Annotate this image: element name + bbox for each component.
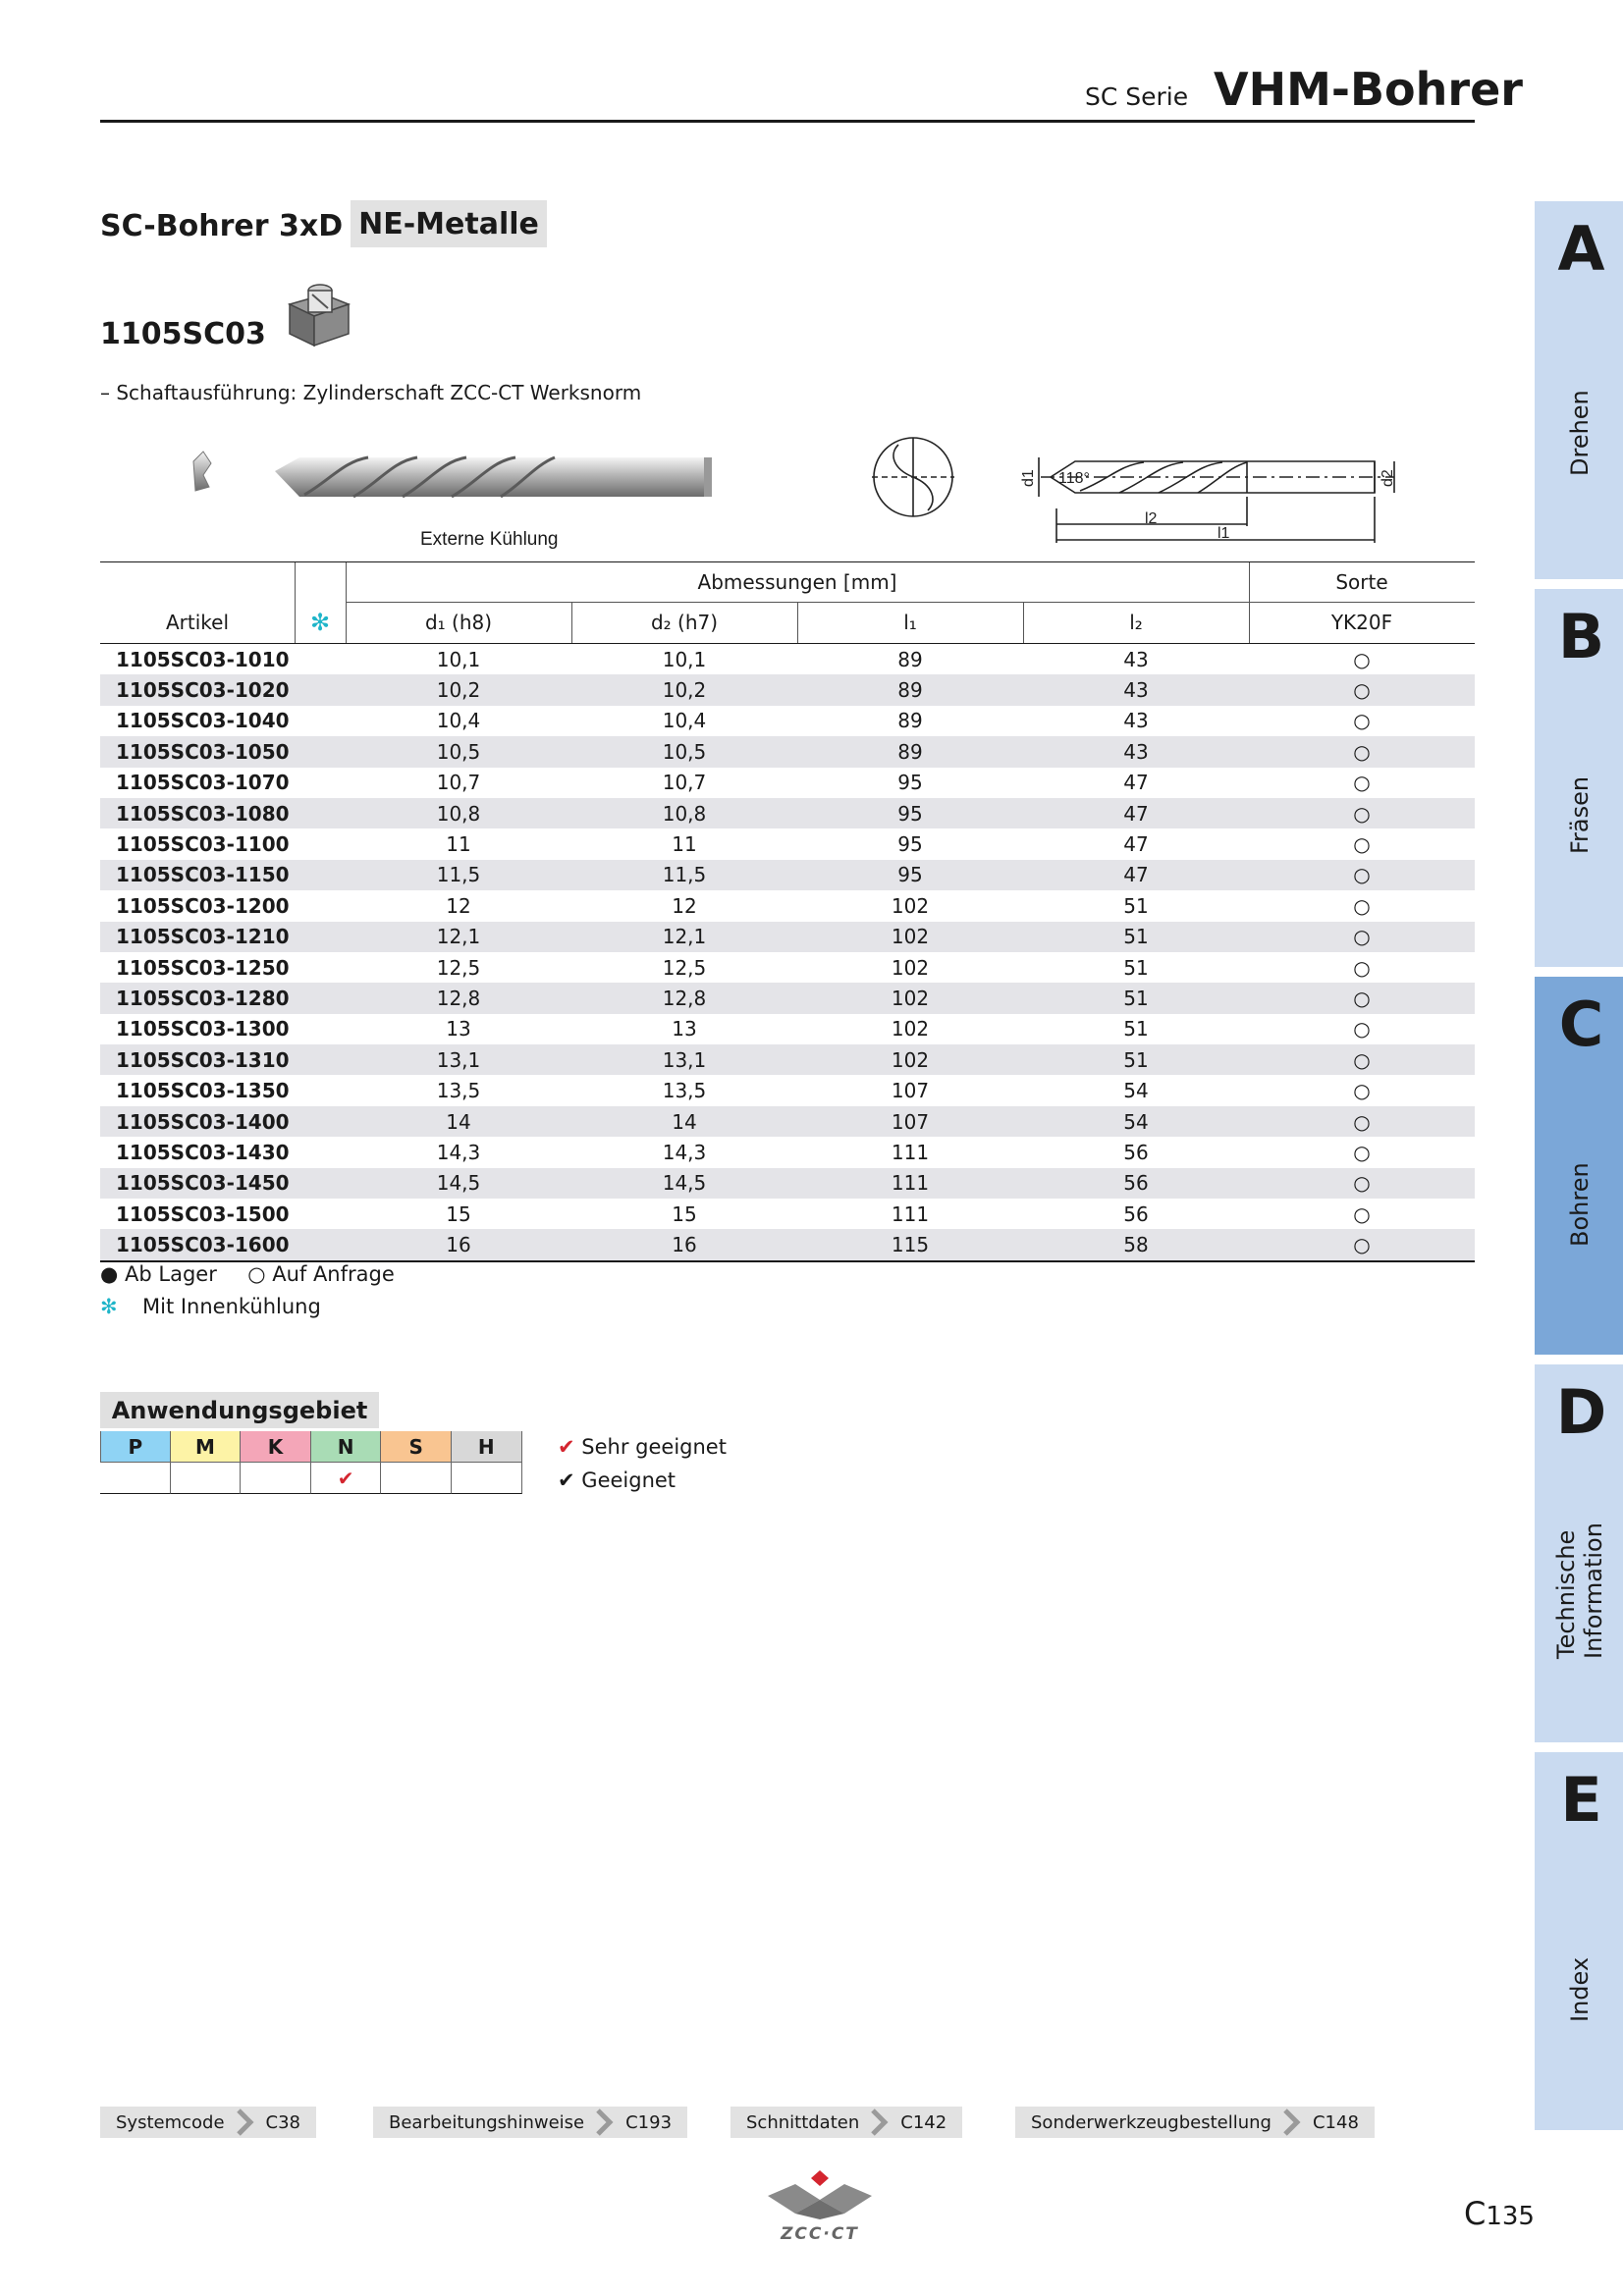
material-group-k: K [241,1431,311,1463]
tab-e-index[interactable] [1535,1752,1623,2130]
cell-grade: ○ [1353,955,1371,980]
cell-artikel: 1105SC03-1010 [116,647,290,671]
cell-grade: ○ [1353,709,1371,733]
cell-artikel: 1105SC03-1200 [116,893,290,918]
cell-artikel: 1105SC03-1100 [116,832,290,857]
cell-d2: 10,7 [662,771,707,795]
cell-l1: 102 [891,893,930,918]
cell-d1: 12,1 [436,925,481,949]
cell-l1: 89 [897,647,923,671]
footer-link-ref: C38 [265,2111,301,2133]
table-row [100,983,1475,1013]
logo-text: ZCC·CT [781,2224,859,2244]
cell-l2: 51 [1123,1047,1149,1072]
cell-l2: 47 [1123,801,1149,826]
table-row [100,1106,1475,1137]
material-block-icon [285,277,353,349]
page-number [1464,2195,1535,2232]
legend-good [558,1468,676,1492]
cell-d2: 10,4 [662,709,707,733]
table-row [100,768,1475,798]
table-row [100,1199,1475,1229]
cell-grade: ○ [1353,863,1371,887]
tab-label: Technische [1552,1529,1580,1659]
table-row [100,1014,1475,1044]
cell-artikel: 1105SC03-1050 [116,739,290,764]
drawing-l2: l2 [1145,510,1158,527]
cell-artikel: 1105SC03-1070 [116,771,290,795]
table-header [100,561,1475,644]
snowflake-icon: ✻ [309,609,331,636]
cell-l1: 111 [891,1171,930,1196]
cell-l2: 56 [1123,1201,1149,1226]
zcc-ct-logo [766,2166,874,2245]
cell-d1: 14,5 [436,1171,481,1196]
cell-d1: 13 [446,1017,471,1041]
col-artikel: Artikel [165,611,230,634]
cell-artikel: 1105SC03-1600 [116,1233,290,1257]
table-row [100,736,1475,767]
cell-l2: 56 [1123,1140,1149,1164]
drawing-d1: d1 [1020,469,1037,487]
cell-artikel: 1105SC03-1300 [116,1017,290,1041]
col-d1: d₁ (h8) [424,611,493,634]
tab-label: Fräsen [1566,775,1594,854]
cell-d1: 11 [446,832,471,857]
suitability-s [381,1463,452,1494]
cell-d1: 16 [446,1233,471,1257]
table-row [100,828,1475,859]
footer-link-ref: C142 [900,2111,947,2133]
cell-d2: 10,2 [662,678,707,703]
tab-label: Drehen [1566,390,1594,476]
cell-l1: 107 [891,1079,930,1103]
cell-artikel: 1105SC03-1500 [116,1201,290,1226]
cell-grade: ○ [1353,986,1371,1010]
cell-grade: ○ [1353,1140,1371,1164]
footer-link-label: Bearbeitungshinweise [389,2111,585,2133]
table-row [100,798,1475,828]
tab-label: Index [1566,1956,1594,2022]
table-row [100,922,1475,952]
article-code: 1105SC03 [100,317,266,351]
cell-l2: 47 [1123,771,1149,795]
cell-d1: 13,5 [436,1079,481,1103]
legend-very-good-label: Sehr geeignet [581,1435,727,1459]
cell-grade: ○ [1353,678,1371,703]
cell-artikel: 1105SC03-1310 [116,1047,290,1072]
footer-link-schnittdaten[interactable] [730,2107,962,2138]
legend-cooling: Mit Innenkühlung [141,1295,321,1318]
cell-d2: 13,5 [662,1079,707,1103]
cell-grade: ○ [1353,801,1371,826]
product-title: SC-Bohrer 3xD [100,209,344,243]
cell-l1: 102 [891,1047,930,1072]
table-row [100,644,1475,674]
cell-d1: 10,7 [436,771,481,795]
footer-link-ref: C148 [1312,2111,1359,2133]
cell-l1: 95 [897,832,923,857]
legend-request: ○ Auf Anfrage [247,1262,395,1286]
tab-letter: B [1557,601,1605,672]
legend-very-good [558,1435,727,1459]
cell-d2: 12,5 [662,955,707,980]
cell-l1: 111 [891,1201,930,1226]
chevron-right-icon [867,2107,893,2138]
material-group-s: S [381,1431,452,1463]
series-label: SC Serie [1085,82,1189,111]
cooling-legend [100,1295,321,1318]
table-row [100,1137,1475,1167]
table-row [100,890,1475,921]
application-title: Anwendungsgebiet [100,1392,379,1428]
cell-d1: 12,5 [436,955,481,980]
cell-artikel: 1105SC03-1350 [116,1079,290,1103]
tab-label: Bohren [1566,1162,1594,1247]
cell-d1: 12,8 [436,986,481,1010]
cell-l2: 51 [1123,893,1149,918]
table-body [100,644,1475,1260]
cell-grade: ○ [1353,893,1371,918]
drill-photo [182,442,712,510]
availability-legend [100,1262,395,1286]
page-letter: C [1464,2195,1487,2232]
cell-grade: ○ [1353,1233,1371,1257]
cell-l1: 89 [897,739,923,764]
cell-d2: 10,5 [662,739,707,764]
suitability-m [171,1463,242,1494]
cell-grade: ○ [1353,925,1371,949]
product-table [100,561,1475,1262]
cell-l2: 51 [1123,955,1149,980]
cell-artikel: 1105SC03-1400 [116,1109,290,1134]
drawing-angle: 118° [1058,470,1090,487]
cell-d2: 14 [672,1109,697,1134]
drill-technical-drawing [864,430,1414,548]
tab-b-fraesen[interactable] [1535,589,1623,967]
application-groups [100,1431,522,1463]
footer-link-systemcode[interactable] [100,2107,316,2138]
cell-d1: 11,5 [436,863,481,887]
cell-l1: 89 [897,678,923,703]
cell-grade: ○ [1353,739,1371,764]
tab-letter: A [1557,213,1605,285]
cell-d1: 10,4 [436,709,481,733]
cell-d1: 10,5 [436,739,481,764]
cell-artikel: 1105SC03-1210 [116,925,290,949]
suitability-n: ✔ [311,1463,382,1494]
tab-letter: E [1560,1764,1602,1836]
red-check-icon: ✔ [558,1435,575,1459]
cell-artikel: 1105SC03-1040 [116,709,290,733]
cell-d2: 10,1 [662,647,707,671]
material-badge: NE-Metalle [351,200,547,247]
tab-letter: D [1555,1376,1607,1448]
cell-grade: ○ [1353,832,1371,857]
tab-d-technische-information[interactable] [1535,1364,1623,1742]
cell-grade: ○ [1353,1047,1371,1072]
cell-artikel: 1105SC03-1020 [116,678,290,703]
footer-link-label: Systemcode [116,2111,225,2133]
cell-l1: 95 [897,771,923,795]
cell-l1: 95 [897,863,923,887]
cell-d2: 12 [672,893,697,918]
cell-grade: ○ [1353,1079,1371,1103]
photo-caption: Externe Kühlung [420,529,559,550]
cell-l2: 51 [1123,986,1149,1010]
legend-good-label: Geeignet [581,1468,676,1492]
suitability-h [452,1463,522,1494]
chevron-right-icon [592,2107,618,2138]
footer-link-label: Sonderwerkzeugbestellung [1031,2111,1271,2133]
cell-artikel: 1105SC03-1430 [116,1140,290,1164]
table-row [100,674,1475,705]
cell-d2: 13 [672,1017,697,1041]
col-l1: l₁ [903,611,917,634]
cell-grade: ○ [1353,771,1371,795]
footer-link-sonderwerkzeugbestellung[interactable] [1015,2107,1375,2138]
application-grid [100,1431,522,1494]
cell-d2: 12,1 [662,925,707,949]
cell-grade: ○ [1353,1109,1371,1134]
tab-a-drehen[interactable] [1535,201,1623,579]
suitability-k [241,1463,311,1494]
chevron-right-icon [1279,2107,1305,2138]
cell-l1: 111 [891,1140,930,1164]
cell-d2: 15 [672,1201,697,1226]
material-group-h: H [452,1431,522,1463]
cell-d2: 14,5 [662,1171,707,1196]
footer-link-bearbeitungshinweise[interactable] [373,2107,687,2138]
cell-d2: 11,5 [662,863,707,887]
cell-d1: 10,1 [436,647,481,671]
material-group-p: P [100,1431,171,1463]
cell-l2: 54 [1123,1109,1149,1134]
suitability-p [100,1463,171,1494]
cell-grade: ○ [1353,647,1371,671]
cell-l2: 43 [1123,678,1149,703]
cell-d2: 14,3 [662,1140,707,1164]
table-row [100,1075,1475,1105]
table-row [100,1168,1475,1199]
legend-stock: ● Ab Lager [100,1262,217,1286]
page-title: VHM-Bohrer [1214,63,1523,116]
chevron-right-icon [233,2107,258,2138]
tab-label-2: Information [1580,1522,1607,1659]
header-rule [100,120,1475,123]
cell-d2: 13,1 [662,1047,707,1072]
cell-l2: 51 [1123,925,1149,949]
cell-d1: 14 [446,1109,471,1134]
cell-d1: 14,3 [436,1140,481,1164]
material-group-n: N [311,1431,382,1463]
table-row [100,952,1475,983]
cell-grade: ○ [1353,1201,1371,1226]
tab-letter: C [1558,988,1604,1060]
cell-l1: 89 [897,709,923,733]
cell-artikel: 1105SC03-1280 [116,986,290,1010]
cell-artikel: 1105SC03-1250 [116,955,290,980]
material-group-m: M [171,1431,242,1463]
col-d2: d₂ (h7) [650,611,719,634]
drawing-d2: d2 [1380,469,1396,487]
cell-l2: 58 [1123,1233,1149,1257]
cell-grade: ○ [1353,1017,1371,1041]
page-digits: 135 [1486,2202,1535,2231]
cell-d2: 10,8 [662,801,707,826]
cell-l2: 54 [1123,1079,1149,1103]
footer-link-ref: C193 [625,2111,673,2133]
shank-description: – Schaftausführung: Zylinderschaft ZCC-CT Werksnorm [100,381,642,404]
cell-d1: 10,2 [436,678,481,703]
drawing-l1: l1 [1217,525,1230,542]
footer-link-label: Schnittdaten [746,2111,860,2133]
cell-d1: 15 [446,1201,471,1226]
cell-d1: 10,8 [436,801,481,826]
cell-artikel: 1105SC03-1150 [116,863,290,887]
col-l2: l₂ [1129,611,1143,634]
cell-grade: ○ [1353,1171,1371,1196]
cell-l2: 43 [1123,709,1149,733]
table-row [100,1044,1475,1075]
cell-l1: 107 [891,1109,930,1134]
cell-d1: 13,1 [436,1047,481,1072]
table-row [100,1229,1475,1259]
tab-c-bohren[interactable] [1535,977,1623,1355]
cell-l1: 115 [891,1233,930,1257]
cell-d1: 12 [446,893,471,918]
cell-l2: 47 [1123,832,1149,857]
cell-l1: 102 [891,986,930,1010]
cell-l2: 43 [1123,647,1149,671]
application-marks [100,1463,522,1494]
cell-d2: 16 [672,1233,697,1257]
dimensions-group-header: Abmessungen [mm] [697,570,897,594]
cell-d2: 12,8 [662,986,707,1010]
table-row [100,860,1475,890]
cell-l2: 47 [1123,863,1149,887]
col-grade: YK20F [1330,611,1393,634]
snowflake-icon: ✻ [100,1295,118,1318]
cell-l1: 102 [891,1017,930,1041]
grade-group-header: Sorte [1335,570,1388,594]
cell-l1: 102 [891,955,930,980]
cell-l1: 95 [897,801,923,826]
cell-artikel: 1105SC03-1450 [116,1171,290,1196]
cell-l2: 51 [1123,1017,1149,1041]
cell-l2: 43 [1123,739,1149,764]
cell-artikel: 1105SC03-1080 [116,801,290,826]
cell-d2: 11 [672,832,697,857]
black-check-icon: ✔ [558,1468,575,1492]
cell-l2: 56 [1123,1171,1149,1196]
table-row [100,706,1475,736]
cell-l1: 102 [891,925,930,949]
